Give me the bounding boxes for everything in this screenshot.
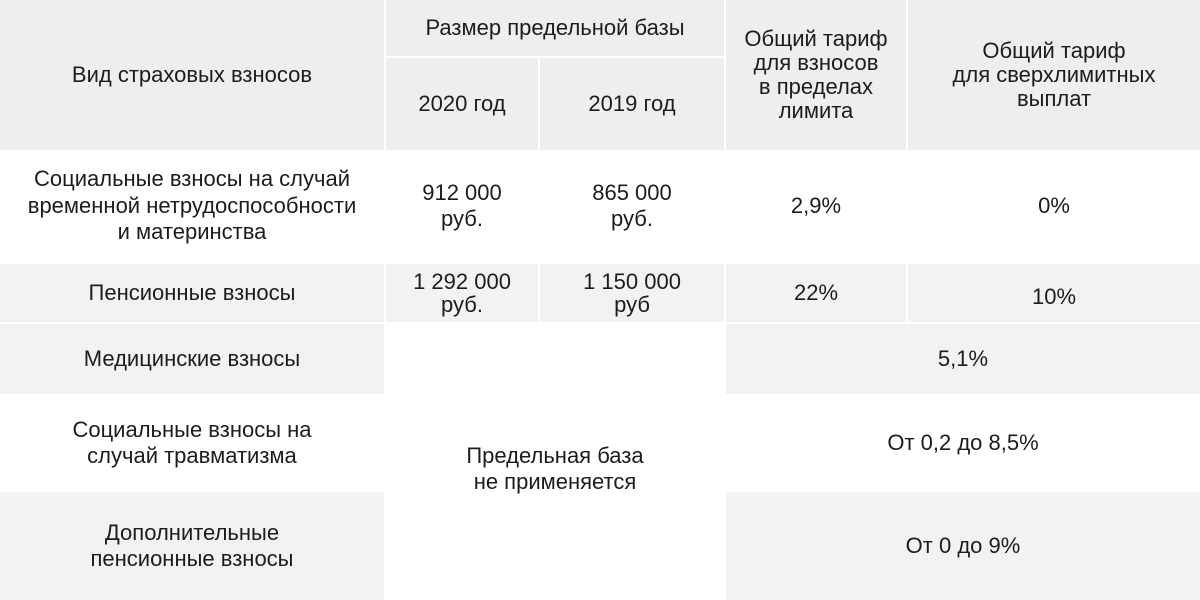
row-1-type <box>0 150 384 262</box>
header-year-2019-text: 2019 год <box>588 90 676 116</box>
row-3-tariff <box>726 324 1200 394</box>
row-1-tariff-over <box>908 150 1200 262</box>
row-3-tariff-text: 5,1% <box>937 345 989 371</box>
row-1-base-2020-text: 912 000 руб. <box>422 179 502 231</box>
row-1-tariff-over-text: 0% <box>1038 192 1070 218</box>
no-base-note-text: Предельная база не применяется <box>466 442 644 494</box>
row-4-tariff-text: От 0,2 до 8,5% <box>887 429 1039 455</box>
row-4-tariff <box>726 396 1200 490</box>
row-2-base-2019 <box>540 264 724 322</box>
row-5-tariff <box>726 492 1200 600</box>
header-base-size <box>386 0 724 56</box>
row-1-base-2019-text: 865 000 руб. <box>592 179 672 231</box>
row-1-tariff-within-text: 2,9% <box>790 192 842 218</box>
header-tariff-over-limit-text: Общий тариф для сверхлимитных выплат <box>952 37 1156 112</box>
header-year-2020-text: 2020 год <box>418 90 506 116</box>
header-year-2019 <box>540 58 724 150</box>
row-2-base-2020 <box>386 264 538 322</box>
row-2-tariff-within <box>726 264 906 322</box>
row-3-type-text: Медицинские взносы <box>83 345 301 371</box>
row-1-tariff-within <box>726 150 906 262</box>
header-insurance-type-text: Вид страховых взносов <box>71 61 313 87</box>
row-5-type-text: Дополнительные пенсионные взносы <box>90 519 294 571</box>
row-2-tariff-over-text: 10% <box>1031 283 1077 309</box>
row-2-base-2020-text: 1 292 000 руб. <box>413 268 511 317</box>
row-5-tariff-text: От 0 до 9% <box>905 532 1021 558</box>
row-3-type <box>0 324 384 394</box>
row-2-base-2019-text: 1 150 000 руб <box>583 268 681 317</box>
row-2-tariff-over <box>908 264 1200 322</box>
row-1-type-text: Социальные взносы на случай временной нетрудоспособности и материнства <box>27 166 357 245</box>
header-year-2020 <box>386 58 538 150</box>
row-4-type-text: Социальные взносы на случай травматизма <box>72 416 312 468</box>
header-tariff-within-limit-text: Общий тариф для взносов в пределах лимита <box>744 25 888 124</box>
header-insurance-type <box>0 0 384 150</box>
header-tariff-over-limit <box>908 0 1200 150</box>
header-tariff-within-limit <box>726 0 906 150</box>
header-base-size-text: Размер предельной базы <box>425 14 685 40</box>
row-2-tariff-within-text: 22% <box>793 279 839 305</box>
row-4-type <box>0 396 384 490</box>
row-5-type <box>0 492 384 600</box>
row-2-type-text: Пенсионные взносы <box>88 279 296 305</box>
row-2-type <box>0 264 384 322</box>
row-1-base-2020 <box>386 150 538 262</box>
row-1-base-2019 <box>540 150 724 262</box>
no-base-note-cell <box>386 324 724 600</box>
